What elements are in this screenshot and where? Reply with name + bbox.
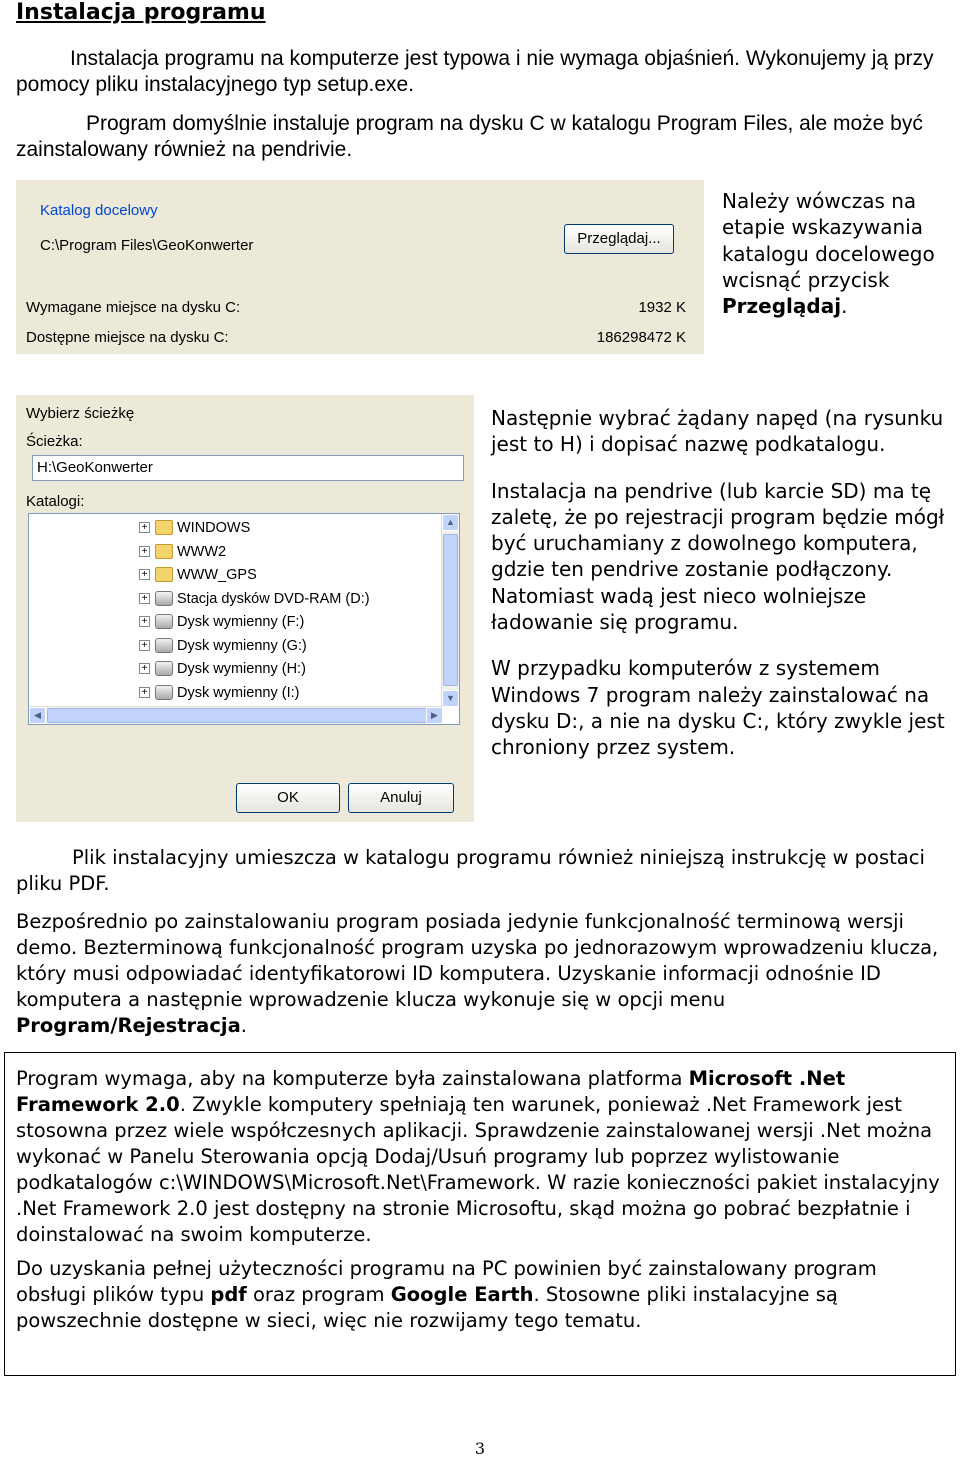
available-space-label: Dostępne miejsce na dysku C:: [26, 329, 229, 346]
expand-icon[interactable]: +: [139, 522, 150, 533]
browse-keyword: Przeglądaj: [722, 294, 842, 319]
folder-tree-item[interactable]: [29, 588, 439, 610]
path-input[interactable]: H:\GeoKonwerter: [32, 455, 464, 481]
removable-drive-icon: [155, 685, 173, 700]
vertical-scroll-thumb[interactable]: [443, 534, 458, 686]
registration-paragraph: Bezpośrednio po zainstalowaniu program posiada jedynie funkcjonalność terminową wersji demo. Bezterminową funkcjonalność program uzyska po jednorazowym wprowadzeniu klucza, który musi odpowiadać identyfikatorowi ID komputera. Uzyskanie informacji odnośnie ID komputera a następnie wprowadzenie klucza wykonuje się w opcji menu Program/Rejestracja.: [16, 910, 939, 1037]
expand-icon[interactable]: +: [139, 569, 150, 580]
folder-tree-label: Dysk wymienny (F:): [177, 614, 305, 630]
browse-instruction: Należy wówczas na etapie wskazywania katalogu docelowego wcisnąć przycisk Przeglądaj.: [722, 189, 935, 319]
page-title: Instalacja programu: [16, 0, 266, 25]
folder-tree-item[interactable]: [29, 517, 439, 539]
net-framework-paragraph: Program wymaga, aby na komputerze była zainstalowana platforma Microsoft .Net Framework 2.0. Zwykle komputery spełniają ten warunek, ponieważ .Net Framework jest stosowna przez wiele współczesnych aplikacji. Sprawdzenie zainstalowanej wersji .Net można wykonać w Panelu Sterowania opcją Dodaj/Usuń programy lub poprzez wylistowanie podkatalogów c:\WINDOWS\Microsoft.Net\Framework. W razie konieczności pakiet instalacyjny .Net Framework 2.0 jest dostępny na stronie Microsoftu, skąd można go pobrać bezpłatnie i doinstalować na swoim komputerze.: [16, 1067, 940, 1246]
folder-tree-label: WWW2: [177, 543, 227, 560]
folder-icon: [155, 567, 173, 582]
folder-tree-label: WINDOWS: [177, 520, 251, 536]
folder-tree-label: Stacja dysków DVD-RAM (D:): [177, 590, 370, 607]
folder-tree-item[interactable]: [29, 564, 439, 586]
horizontal-scrollbar[interactable]: [29, 706, 443, 724]
dvd-drive-icon: [155, 591, 173, 606]
expand-icon[interactable]: +: [139, 593, 150, 604]
google-earth-keyword: Google Earth: [390, 1283, 534, 1306]
ok-button[interactable]: OK: [236, 783, 340, 813]
page-number: 3: [474, 1439, 486, 1458]
removable-drive-icon: [155, 661, 173, 676]
requirements-box: [4, 1052, 956, 1376]
scroll-right-icon[interactable]: ▶: [426, 707, 443, 724]
folder-tree-label: Dysk wymienny (H:): [177, 661, 306, 677]
folder-tree-item[interactable]: [29, 611, 439, 633]
removable-drive-icon: [155, 614, 173, 629]
required-space-value: 1932 K: [638, 299, 686, 316]
destination-folder-screenshot: [16, 180, 704, 354]
folder-tree-item[interactable]: [29, 635, 439, 657]
browse-button[interactable]: Przeglądaj...: [564, 224, 674, 254]
choose-path-screenshot: [16, 395, 474, 822]
destination-path: C:\Program Files\GeoKonwerter: [40, 237, 254, 254]
registration-menu-path: Program/Rejestracja: [16, 1014, 241, 1037]
available-space-value: 186298472 K: [596, 329, 686, 346]
scroll-up-icon[interactable]: ▲: [442, 514, 459, 531]
expand-icon[interactable]: +: [139, 546, 150, 557]
path-label: Ścieżka:: [26, 433, 83, 450]
folder-tree-label: Dysk wymienny (I:): [177, 684, 300, 701]
expand-icon[interactable]: +: [139, 663, 150, 674]
expand-icon[interactable]: +: [139, 687, 150, 698]
folder-tree-item[interactable]: [29, 658, 439, 680]
folder-tree-item[interactable]: [29, 682, 439, 704]
horizontal-scroll-thumb[interactable]: [47, 708, 427, 723]
pdf-keyword: pdf: [210, 1283, 247, 1306]
removable-drive-icon: [155, 638, 173, 653]
folder-icon: [155, 544, 173, 559]
cancel-button[interactable]: Anuluj: [348, 783, 454, 813]
folders-label: Katalogi:: [26, 493, 85, 510]
intro-paragraph-1: Instalacja programu na komputerze jest typowa i nie wymaga objaśnień. Wykonujemy ją przy pomocy pliku instalacyjnego typ setup.exe.: [16, 47, 934, 96]
folder-tree-item[interactable]: [29, 541, 439, 563]
drive-selection-paragraph: Następnie wybrać żądany napęd (na rysunku jest to H) i dopisać nazwę podkatalogu.: [491, 406, 944, 457]
drive-selection-text: [491, 405, 951, 781]
pendrive-paragraph: Instalacja na pendrive (lub karcie SD) ma tę zaletę, że po rejestracji program będzie mógł być uruchamiany z dowolnego komputera, gdzie ten pendrive zostanie podłączony. Natomiast wadą jest nieco wolniejsze ładowanie się programu.: [491, 478, 945, 635]
pdf-info-paragraph: Plik instalacyjny umieszcza w katalogu programu również niniejszą instrukcję w postaci pliku PDF.: [16, 846, 925, 895]
expand-icon[interactable]: +: [139, 616, 150, 627]
expand-icon[interactable]: +: [139, 640, 150, 651]
vertical-scrollbar[interactable]: [441, 514, 459, 707]
destination-folder-heading: Katalog docelowy: [40, 202, 158, 219]
windows7-paragraph: W przypadku komputerów z systemem Windows 7 program należy zainstalować na dysku D:, a nie na dysku C:, który zwykle jest chroniony przez system.: [491, 656, 945, 760]
net-framework-name: Microsoft .Net Framework 2.0: [16, 1067, 846, 1116]
scroll-left-icon[interactable]: ◀: [29, 707, 46, 724]
folder-tree-label: Dysk wymienny (G:): [177, 637, 307, 654]
required-space-label: Wymagane miejsce na dysku C:: [26, 299, 241, 316]
intro-paragraph-2: Program domyślnie instaluje program na dysku C w katalogu Program Files, ale może być zainstalowany również na pendrivie.: [16, 112, 923, 161]
folder-tree-label: WWW_GPS: [177, 567, 257, 583]
folder-tree[interactable]: [28, 513, 460, 725]
choose-path-heading: Wybierz ścieżkę: [26, 405, 135, 422]
folder-icon: [155, 520, 173, 535]
scroll-down-icon[interactable]: ▼: [442, 690, 459, 707]
additional-software-paragraph: Do uzyskania pełnej użyteczności programu na PC powinien być zainstalowany program obsługi plików typu pdf oraz program Google Earth. Stosowne pliki instalacyjne są powszechnie dostępne w sieci, więc nie rozwijamy tego tematu.: [16, 1257, 877, 1332]
